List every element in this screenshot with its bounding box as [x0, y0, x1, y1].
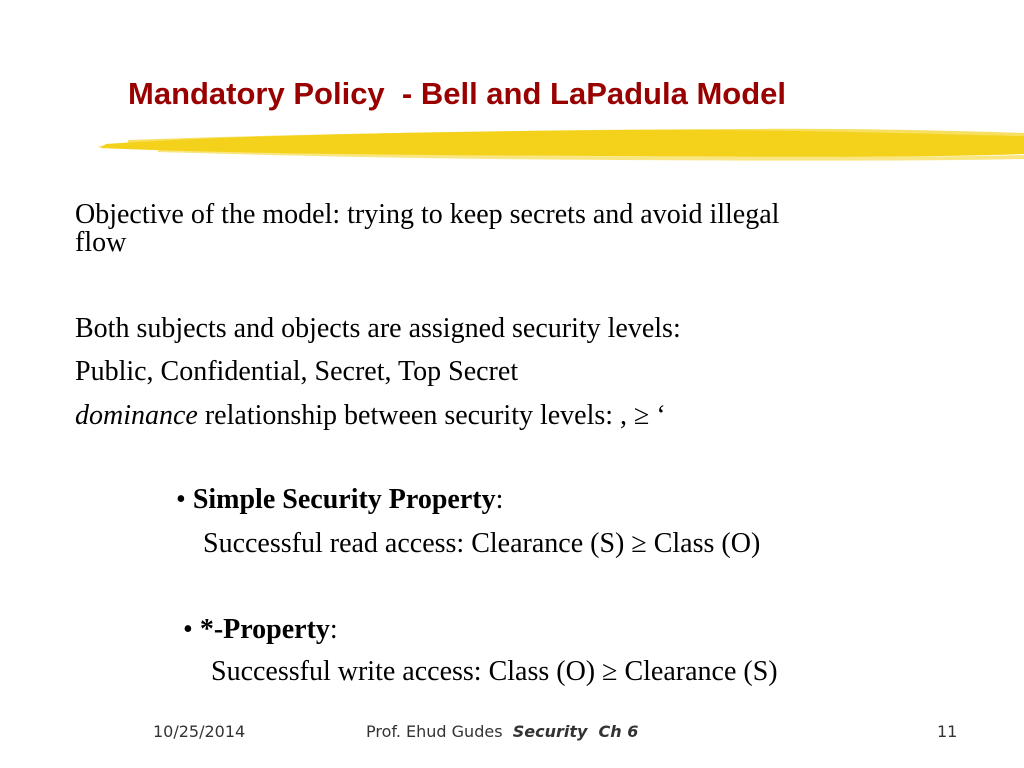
footer-author: Prof. Ehud Gudes	[366, 722, 513, 741]
objective-text-line2: flow	[75, 227, 127, 258]
objective-text-line1: Objective of the model: trying to keep secrets and avoid illegal	[75, 199, 780, 230]
heading-colon: :	[329, 614, 338, 645]
dominance-line	[75, 402, 666, 430]
footer-date: 10/25/2014	[153, 722, 246, 741]
slide-title: Mandatory Policy - Bell and LaPadula Model	[128, 76, 787, 111]
simple-security-property-rule: Successful read access: Clearance (S) ≥ Class (O)	[203, 528, 761, 559]
star-property-label: *-Property	[199, 614, 330, 645]
title-underline-brushstroke	[98, 124, 1024, 164]
heading-colon: :	[495, 484, 504, 515]
brushstroke-tail	[98, 143, 168, 148]
dominance-description: relationship between security levels: , ≥ ‘	[197, 400, 666, 431]
simple-security-property-heading	[176, 486, 503, 514]
footer-course: Security Ch 6	[512, 722, 639, 741]
bullet-icon: •	[183, 614, 200, 645]
star-property-rule: Successful write access: Class (O) ≥ Clearance (S)	[211, 656, 778, 687]
simple-security-property-label: Simple Security Property	[192, 484, 496, 515]
bullet-icon: •	[176, 484, 193, 515]
footer-center	[366, 724, 638, 740]
security-levels-list: Public, Confidential, Secret, Top Secret	[75, 356, 519, 387]
dominance-term: dominance	[75, 400, 198, 431]
security-levels-intro: Both subjects and objects are assigned security levels:	[75, 313, 681, 344]
footer-page-number: 11	[937, 722, 958, 741]
star-property-heading	[183, 616, 338, 644]
